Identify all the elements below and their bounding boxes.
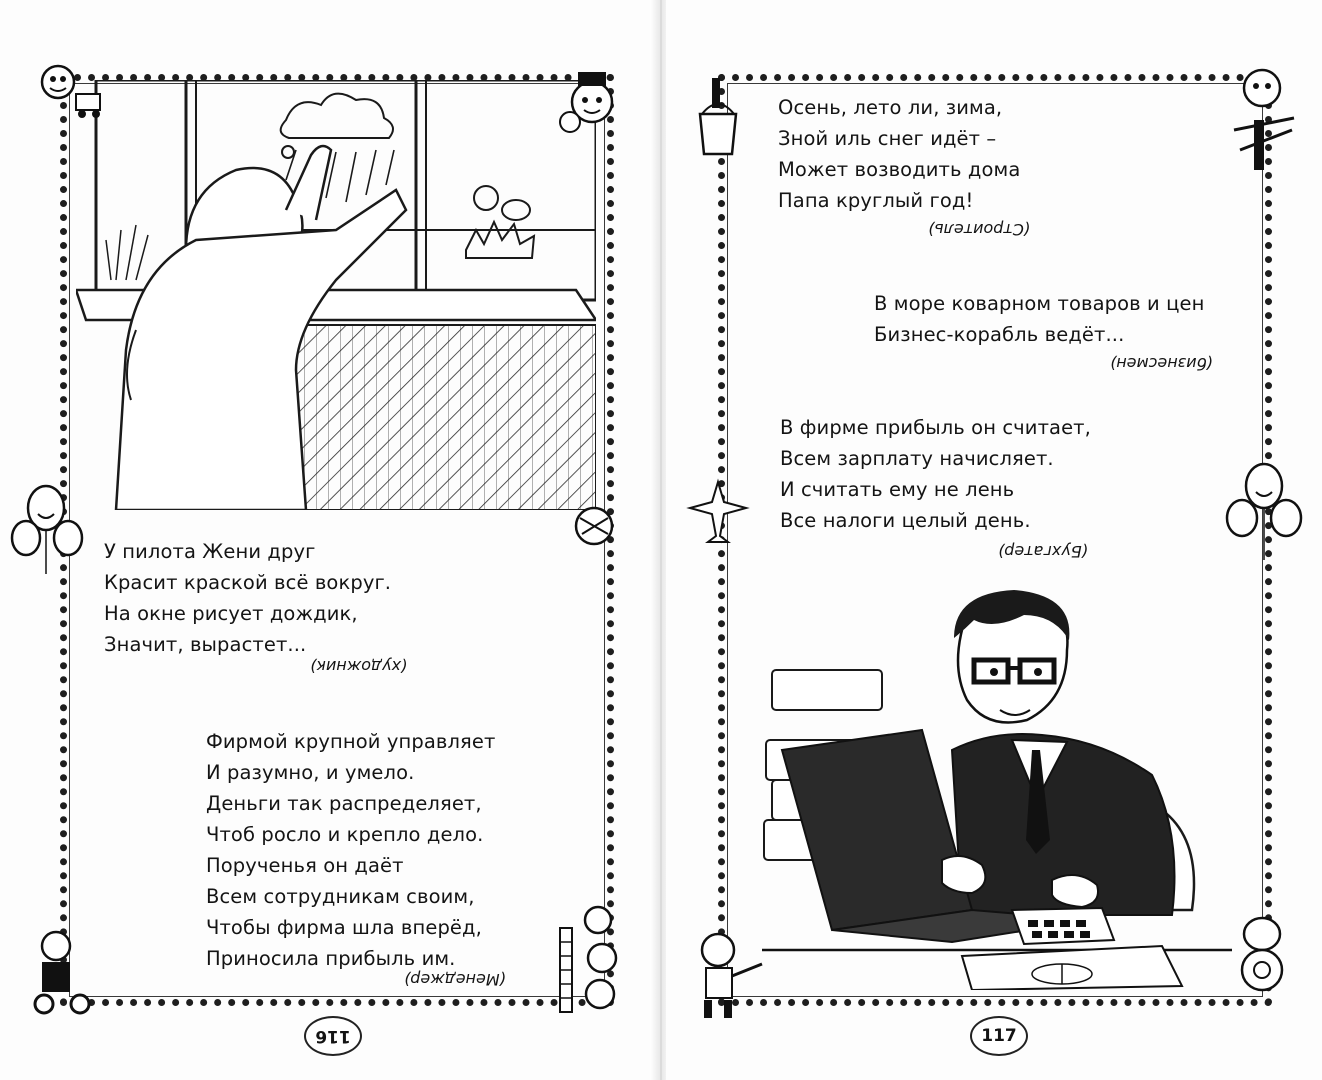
poem-line: Красит краской всё вокруг. [104, 571, 392, 594]
corner-cartoon-icon [688, 74, 748, 160]
poem-line: И считать ему не лень [780, 478, 1015, 501]
right-page [666, 0, 1322, 1080]
poem-accountant [780, 412, 1091, 536]
poem-line: Чтобы фирма шла вперёд, [206, 916, 482, 939]
balloon-smiley-icon [6, 478, 96, 578]
poem-builder [778, 92, 1020, 216]
answer-painter: (художник) [310, 657, 408, 676]
left-page [0, 0, 656, 1080]
corner-cartoon-icon [684, 922, 770, 1022]
poem-line: Все налоги целый день. [780, 509, 1031, 532]
corner-cartoon-icon [552, 898, 632, 1018]
answer-businessman: (бизнесмен) [1110, 354, 1213, 373]
corner-cartoon-icon [1226, 60, 1306, 180]
page-number: 116 [304, 1016, 362, 1056]
poem-line: Всем зарплату начисляет. [780, 447, 1054, 470]
answer-builder: (Строитель) [928, 220, 1031, 239]
airplane-icon [686, 478, 750, 548]
answer-accountant: (Бухгатер) [998, 542, 1088, 561]
balloon-smiley-icon [1218, 456, 1314, 566]
poem-line: У пилота Жени друг [104, 540, 316, 563]
corner-cartoon-icon [1222, 904, 1308, 1014]
poem-painter [104, 536, 391, 660]
poem-line: Может возводить дома [778, 158, 1021, 181]
poem-line: В фирме прибыль он считает, [780, 416, 1091, 439]
poem-line: Приносила прибыль им. [206, 947, 456, 970]
corner-cartoon-icon [556, 62, 626, 148]
poem-line: И разумно, и умело. [206, 761, 415, 784]
corner-cartoon-icon [566, 498, 622, 554]
poem-businessman [874, 288, 1204, 350]
poem-manager [206, 726, 495, 974]
poem-line: Чтоб росло и крепло дело. [206, 823, 484, 846]
corner-cartoon-icon [24, 922, 104, 1018]
poem-line: Бизнес-корабль ведёт... [874, 323, 1125, 346]
poem-line: Значит, вырастет... [104, 633, 307, 656]
poem-line: Папа круглый год! [778, 189, 974, 212]
page-number: 117 [970, 1016, 1028, 1056]
poem-line: Фирмой крупной управляет [206, 730, 496, 753]
poem-line: Зной иль снег идёт – [778, 127, 997, 150]
poem-line: Деньги так распределяет, [206, 792, 482, 815]
businessman-laptop-illustration [762, 590, 1232, 990]
poem-line: Осень, лето ли, зима, [778, 96, 1003, 119]
poem-line: В море коварном товаров и цен [874, 292, 1205, 315]
poem-line: На окне рисует дождик, [104, 602, 358, 625]
poem-line: Всем сотрудникам своим, [206, 885, 475, 908]
answer-manager: (Менеджер) [404, 970, 506, 989]
poem-line: Порученья он даёт [206, 854, 404, 877]
boy-painting-window-illustration [76, 80, 596, 510]
corner-cartoon-icon [28, 44, 108, 124]
